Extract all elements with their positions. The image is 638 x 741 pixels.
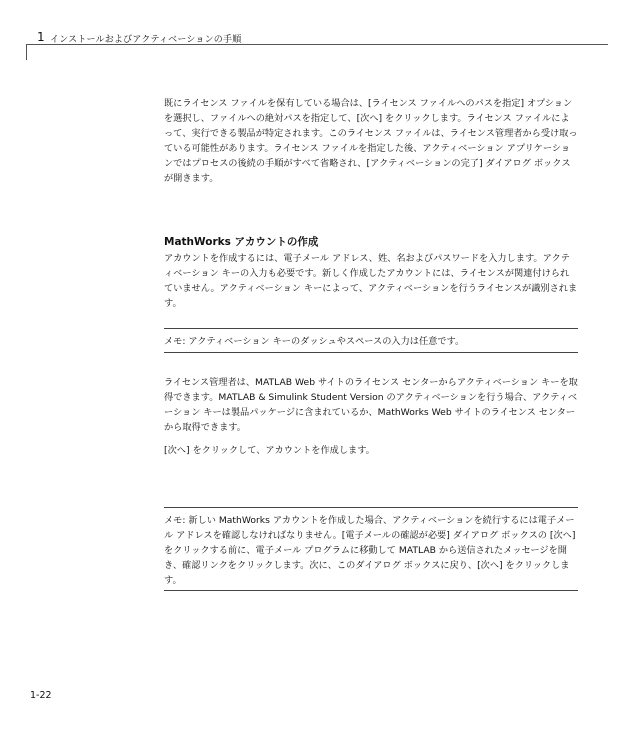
- chapter-number: 1: [37, 30, 45, 44]
- chapter-title: インストールおよびアクティベーションの手順: [50, 35, 242, 45]
- license-admin-paragraph: ライセンス管理者は、MATLAB Web サイトのライセンス センターからアクティベーション キーを取得できます。MATLAB & Simulink Student Version のアクティベーションを行う場合、アクティベーション キーは製品パッケージに含まれているか、MathWorks Web サイトのライセンス センターから取得できます。: [164, 377, 578, 433]
- license-file-paragraph: 既にライセンス ファイルを保有している場合は、[ライセンス ファイルへのパスを指定] オプションを選択し、ファイルへの絶対パスを指定して、[次へ] をクリックします。ライセンス ファイルによって、実行できる製品が特定されます。このライセンス ファイルは、ライセンス管理者から受け取っている可能性があります。ライセンス ファイルを指定した後、アクティベーション アプリケーションではプロセスの後続の手順がすべて省略され、[アクティベーションの完了] ダイアログ ボックスが開きます。: [164, 98, 578, 184]
- email-confirmation-note: メモ: 新しい MathWorks アカウントを作成した場合、アクティベーションを続行するには電子メール アドレスを確認しなければなりません。[電子メールの確認が必要] ダイアログ ボックスの [次へ] をクリックする前に、電子メール プログラムに移動して MATLAB から送信されたメッセージを開き、確認リンクをクリックします。次に、このダイアログ ボックスに戻り、[次へ] をクリックします。: [164, 515, 576, 586]
- next-step-paragraph: [次へ] をクリックして、アカウントを作成します。: [164, 445, 375, 456]
- account-paragraph: アカウントを作成するには、電子メール アドレス、姓、名およびパスワードを入力します。アクティベーション キーの入力も必要です。新しく作成したアカウントには、ライセンスが関連付けられていません。アクティベーション キーによって、アクティベーションを行うライセンスが識別されます。: [164, 253, 578, 309]
- chapter-header: [30, 32, 608, 44]
- note2-bottom-rule: [164, 590, 578, 591]
- header-tick: [26, 44, 27, 60]
- note-bottom-rule: [164, 352, 578, 353]
- account-section-heading: MathWorks アカウントの作成: [164, 236, 319, 248]
- header-rule: [26, 44, 608, 45]
- note-top-rule: [164, 328, 578, 329]
- page-number: 1-22: [30, 690, 52, 701]
- activation-key-note: メモ: アクティベーション キーのダッシュやスペースの入力は任意です。: [164, 336, 465, 347]
- note2-top-rule: [164, 507, 578, 508]
